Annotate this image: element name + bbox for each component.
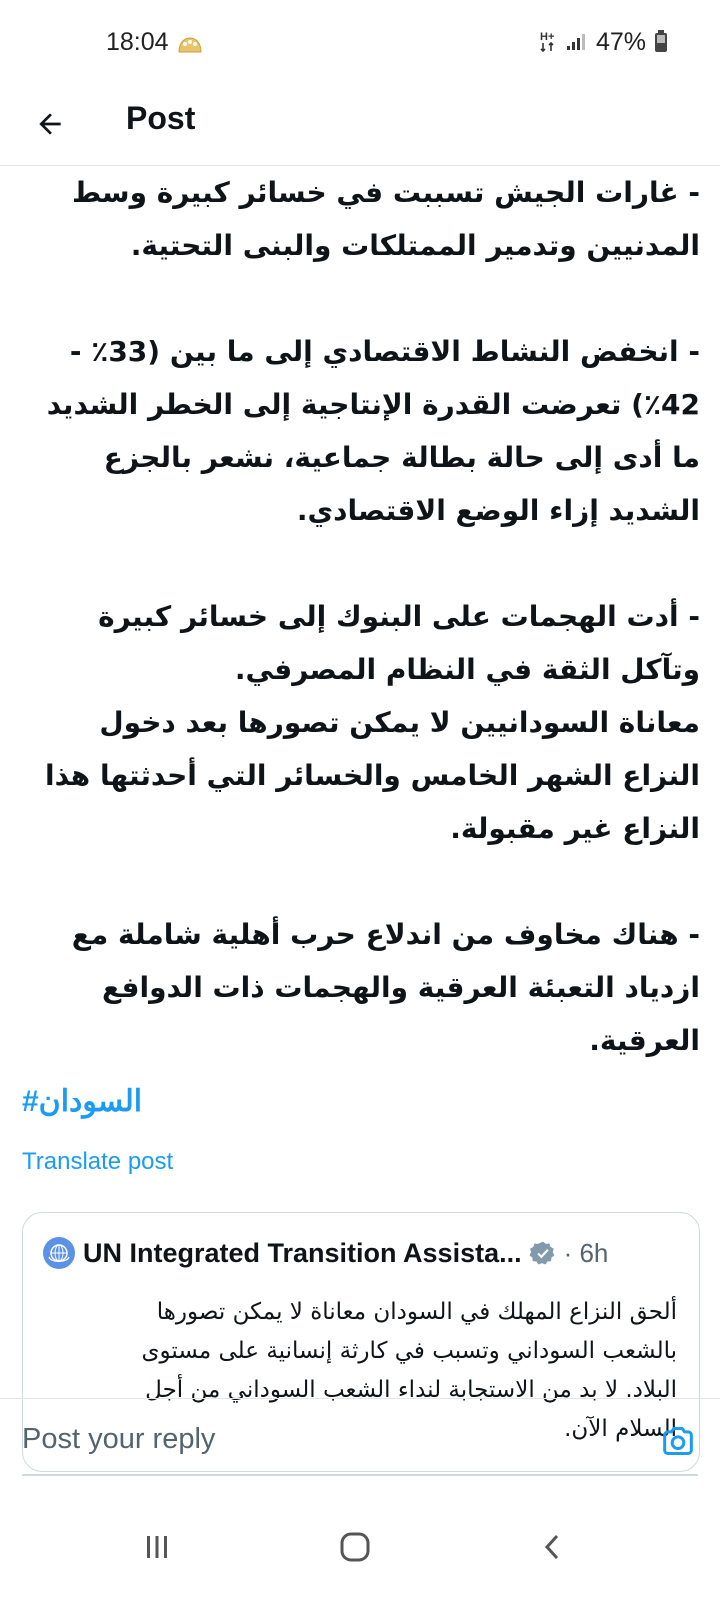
hashtag-link[interactable]: السودان#: [22, 1085, 143, 1118]
home-button[interactable]: [320, 1512, 390, 1582]
quoted-post-text: ألحق النزاع المهلك في السودان معاناة لا يمكن تصورها بالشعب السوداني وتسبب في كارثة إنسانية على مستوى البلاد. لا بد من الاستجابة لنداء الشعب السوداني من أجل السلام الآن.: [141, 1299, 677, 1442]
notification-icon: [177, 34, 203, 58]
header: [0, 88, 720, 166]
camera-icon: [658, 1421, 698, 1461]
status-bar: [0, 0, 720, 88]
chevron-left-icon: [538, 1532, 568, 1562]
battery-percent: 47%: [595, 28, 646, 56]
quoted-author-name: UN Integrated Transition Assista...: [83, 1237, 522, 1268]
post-detail: [0, 166, 720, 1442]
reply-divider: [22, 1474, 698, 1476]
un-logo-avatar: [43, 1237, 75, 1269]
system-back-button[interactable]: [518, 1512, 588, 1582]
post-paragraph: - غارات الجيش تسببت في خسائر كبيرة وسط المدنيين وتدمير الممتلكات والبنى التحتية.: [72, 176, 700, 262]
page-title: Post: [126, 100, 196, 136]
recents-button[interactable]: [122, 1512, 192, 1582]
mobile-data-icon: [538, 29, 558, 57]
reply-bar: [0, 1398, 720, 1478]
status-time: 18:04: [106, 28, 169, 56]
reply-input[interactable]: [22, 1413, 622, 1465]
post-body: [22, 166, 700, 1067]
signal-icon: [566, 31, 588, 55]
system-nav-bar: [0, 1490, 720, 1600]
home-icon: [338, 1530, 372, 1564]
post-paragraph: - انخفض النشاط الاقتصادي إلى ما بين (33٪ - 42٪) تعرضت القدرة الإنتاجية إلى الخطر الشديد ما أدى إلى حالة بطالة جماعية، نشعر بالجزع الشديد إزاء الوضع الاقتصادي.: [46, 335, 700, 527]
status-indicators: [538, 28, 668, 57]
quoted-post-header: [43, 1237, 679, 1269]
post-paragraph: معاناة السودانيين لا يمكن تصورها بعد دخول النزاع الشهر الخامس والخسائر التي أحدثتها هذا النزاع غير مقبولة.: [45, 706, 700, 845]
quoted-post-time: · 6h: [563, 1237, 609, 1268]
recents-icon: [142, 1532, 172, 1562]
battery-icon: [654, 30, 668, 56]
camera-button[interactable]: [658, 1421, 698, 1461]
back-button[interactable]: [28, 102, 72, 146]
post-paragraph: - هناك مخاوف من اندلاع حرب أهلية شاملة مع ازدياد التعبئة العرقية والهجمات ذات الدوافع العرقية.: [71, 918, 700, 1057]
verified-badge-icon: [530, 1240, 556, 1266]
svg-text:H+: H+: [539, 30, 555, 43]
translate-post-link[interactable]: Translate post: [22, 1148, 174, 1175]
arrow-left-icon: [34, 108, 66, 140]
post-paragraph: - أدت الهجمات على البنوك إلى خسائر كبيرة وتآكل الثقة في النظام المصرفي.: [98, 600, 700, 686]
